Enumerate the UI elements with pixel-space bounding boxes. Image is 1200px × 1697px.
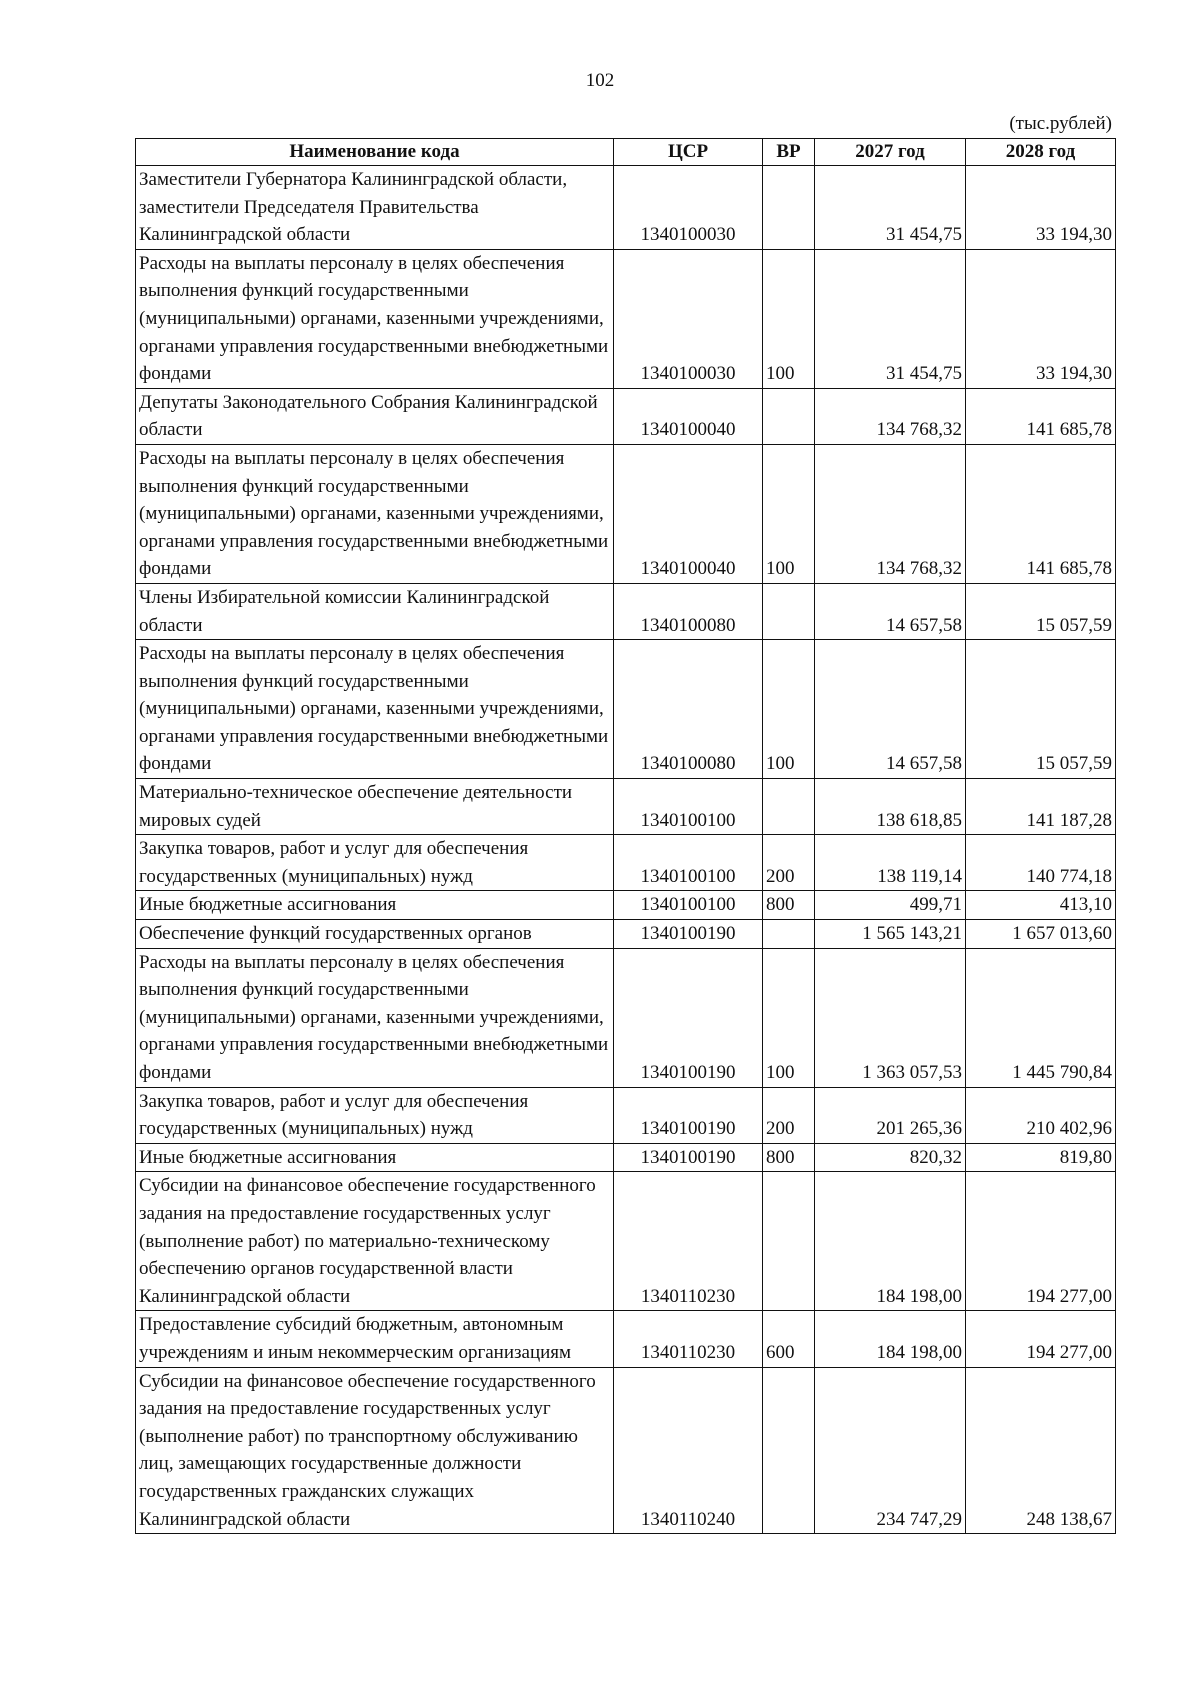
cell-2028: 141 685,78 <box>966 444 1116 583</box>
cell-2028: 1 445 790,84 <box>966 948 1116 1087</box>
cell-2027: 499,71 <box>815 891 966 920</box>
cell-vr <box>763 388 815 444</box>
table-row <box>136 835 1116 891</box>
cell-2027: 234 747,29 <box>815 1367 966 1534</box>
table-row <box>136 779 1116 835</box>
cell-2027: 14 657,58 <box>815 640 966 779</box>
cell-csr: 1340100030 <box>614 249 763 388</box>
cell-name: Иные бюджетные ассигнования <box>136 1143 614 1172</box>
cell-name: Закупка товаров, работ и услуг для обеспечения государственных (муниципальных) нужд <box>136 835 614 891</box>
table-row <box>136 891 1116 920</box>
cell-csr: 1340100190 <box>614 1087 763 1143</box>
table-row <box>136 1143 1116 1172</box>
page-number: 102 <box>585 70 615 91</box>
table-row <box>136 1172 1116 1311</box>
cell-vr: 100 <box>763 444 815 583</box>
cell-2027: 138 618,85 <box>815 779 966 835</box>
cell-vr: 100 <box>763 249 815 388</box>
cell-vr: 200 <box>763 1087 815 1143</box>
cell-name: Иные бюджетные ассигнования <box>136 891 614 920</box>
cell-csr: 1340100030 <box>614 166 763 250</box>
cell-csr: 1340100080 <box>614 640 763 779</box>
cell-csr: 1340100190 <box>614 920 763 949</box>
cell-2027: 201 265,36 <box>815 1087 966 1143</box>
cell-csr: 1340100040 <box>614 388 763 444</box>
table-body <box>136 166 1116 1534</box>
cell-2028: 194 277,00 <box>966 1172 1116 1311</box>
cell-2027: 1 565 143,21 <box>815 920 966 949</box>
header-2028: 2028 год <box>966 139 1116 166</box>
cell-name: Обеспечение функций государственных органов <box>136 920 614 949</box>
header-csr: ЦСР <box>614 139 763 166</box>
cell-name: Предоставление субсидий бюджетным, автономным учреждениям и иным некоммерческим организациям <box>136 1311 614 1367</box>
cell-2028: 141 187,28 <box>966 779 1116 835</box>
cell-csr: 1340100190 <box>614 1143 763 1172</box>
cell-2028: 15 057,59 <box>966 583 1116 639</box>
cell-name: Расходы на выплаты персоналу в целях обеспечения выполнения функций государственными (муниципальными) органами, казенными учреждениями, органами управления государственными внебюджетными фондами <box>136 444 614 583</box>
cell-name: Расходы на выплаты персоналу в целях обеспечения выполнения функций государственными (муниципальными) органами, казенными учреждениями, органами управления государственными внебюджетными фондами <box>136 948 614 1087</box>
cell-2028: 413,10 <box>966 891 1116 920</box>
header-vr: ВР <box>763 139 815 166</box>
cell-2027: 31 454,75 <box>815 249 966 388</box>
cell-2027: 138 119,14 <box>815 835 966 891</box>
cell-vr: 800 <box>763 1143 815 1172</box>
cell-2027: 31 454,75 <box>815 166 966 250</box>
table-row <box>136 920 1116 949</box>
cell-2028: 210 402,96 <box>966 1087 1116 1143</box>
cell-csr: 1340100080 <box>614 583 763 639</box>
units-label: (тыс.рублей) <box>1009 113 1112 134</box>
header-2027: 2027 год <box>815 139 966 166</box>
cell-csr: 1340110230 <box>614 1311 763 1367</box>
cell-2027: 134 768,32 <box>815 388 966 444</box>
cell-vr <box>763 920 815 949</box>
cell-2028: 33 194,30 <box>966 166 1116 250</box>
table-header-row <box>136 139 1116 166</box>
cell-2027: 14 657,58 <box>815 583 966 639</box>
cell-csr: 1340110240 <box>614 1367 763 1534</box>
cell-vr: 100 <box>763 640 815 779</box>
cell-vr: 800 <box>763 891 815 920</box>
cell-2028: 194 277,00 <box>966 1311 1116 1367</box>
cell-name: Закупка товаров, работ и услуг для обеспечения государственных (муниципальных) нужд <box>136 1087 614 1143</box>
cell-csr: 1340100040 <box>614 444 763 583</box>
table-row <box>136 583 1116 639</box>
cell-vr <box>763 1172 815 1311</box>
cell-name: Заместители Губернатора Калининградской области, заместители Председателя Правительства Калининградской области <box>136 166 614 250</box>
cell-2027: 134 768,32 <box>815 444 966 583</box>
cell-2028: 33 194,30 <box>966 249 1116 388</box>
cell-name: Депутаты Законодательного Собрания Калининградской области <box>136 388 614 444</box>
cell-2027: 184 198,00 <box>815 1311 966 1367</box>
cell-vr: 200 <box>763 835 815 891</box>
cell-vr <box>763 166 815 250</box>
table-row <box>136 166 1116 250</box>
table-row <box>136 1367 1116 1534</box>
cell-csr: 1340100190 <box>614 948 763 1087</box>
table-row <box>136 1087 1116 1143</box>
cell-2027: 820,32 <box>815 1143 966 1172</box>
table-row <box>136 948 1116 1087</box>
cell-csr: 1340100100 <box>614 779 763 835</box>
cell-2028: 15 057,59 <box>966 640 1116 779</box>
table-row <box>136 640 1116 779</box>
cell-2027: 184 198,00 <box>815 1172 966 1311</box>
table-row <box>136 1311 1116 1367</box>
budget-table <box>135 138 1116 1534</box>
cell-2027: 1 363 057,53 <box>815 948 966 1087</box>
cell-vr: 600 <box>763 1311 815 1367</box>
cell-2028: 248 138,67 <box>966 1367 1116 1534</box>
cell-name: Расходы на выплаты персоналу в целях обеспечения выполнения функций государственными (муниципальными) органами, казенными учреждениями, органами управления государственными внебюджетными фондами <box>136 249 614 388</box>
cell-csr: 1340100100 <box>614 891 763 920</box>
cell-vr <box>763 583 815 639</box>
cell-vr: 100 <box>763 948 815 1087</box>
cell-vr <box>763 779 815 835</box>
cell-vr <box>763 1367 815 1534</box>
cell-name: Члены Избирательной комиссии Калининградской области <box>136 583 614 639</box>
cell-name: Субсидии на финансовое обеспечение государственного задания на предоставление государственных услуг (выполнение работ) по материально-техническому обеспечению органов государственной власти Калининградской области <box>136 1172 614 1311</box>
header-name: Наименование кода <box>136 139 614 166</box>
cell-csr: 1340110230 <box>614 1172 763 1311</box>
cell-2028: 819,80 <box>966 1143 1116 1172</box>
cell-name: Расходы на выплаты персоналу в целях обеспечения выполнения функций государственными (муниципальными) органами, казенными учреждениями, органами управления государственными внебюджетными фондами <box>136 640 614 779</box>
table-row <box>136 388 1116 444</box>
cell-2028: 1 657 013,60 <box>966 920 1116 949</box>
cell-2028: 141 685,78 <box>966 388 1116 444</box>
table-row <box>136 444 1116 583</box>
table-row <box>136 249 1116 388</box>
cell-name: Материально-техническое обеспечение деятельности мировых судей <box>136 779 614 835</box>
cell-2028: 140 774,18 <box>966 835 1116 891</box>
cell-csr: 1340100100 <box>614 835 763 891</box>
cell-name: Субсидии на финансовое обеспечение государственного задания на предоставление государственных услуг (выполнение работ) по транспортному обслуживанию лиц, замещающих государственные должности государственных гражданских служащих Калининградской области <box>136 1367 614 1534</box>
